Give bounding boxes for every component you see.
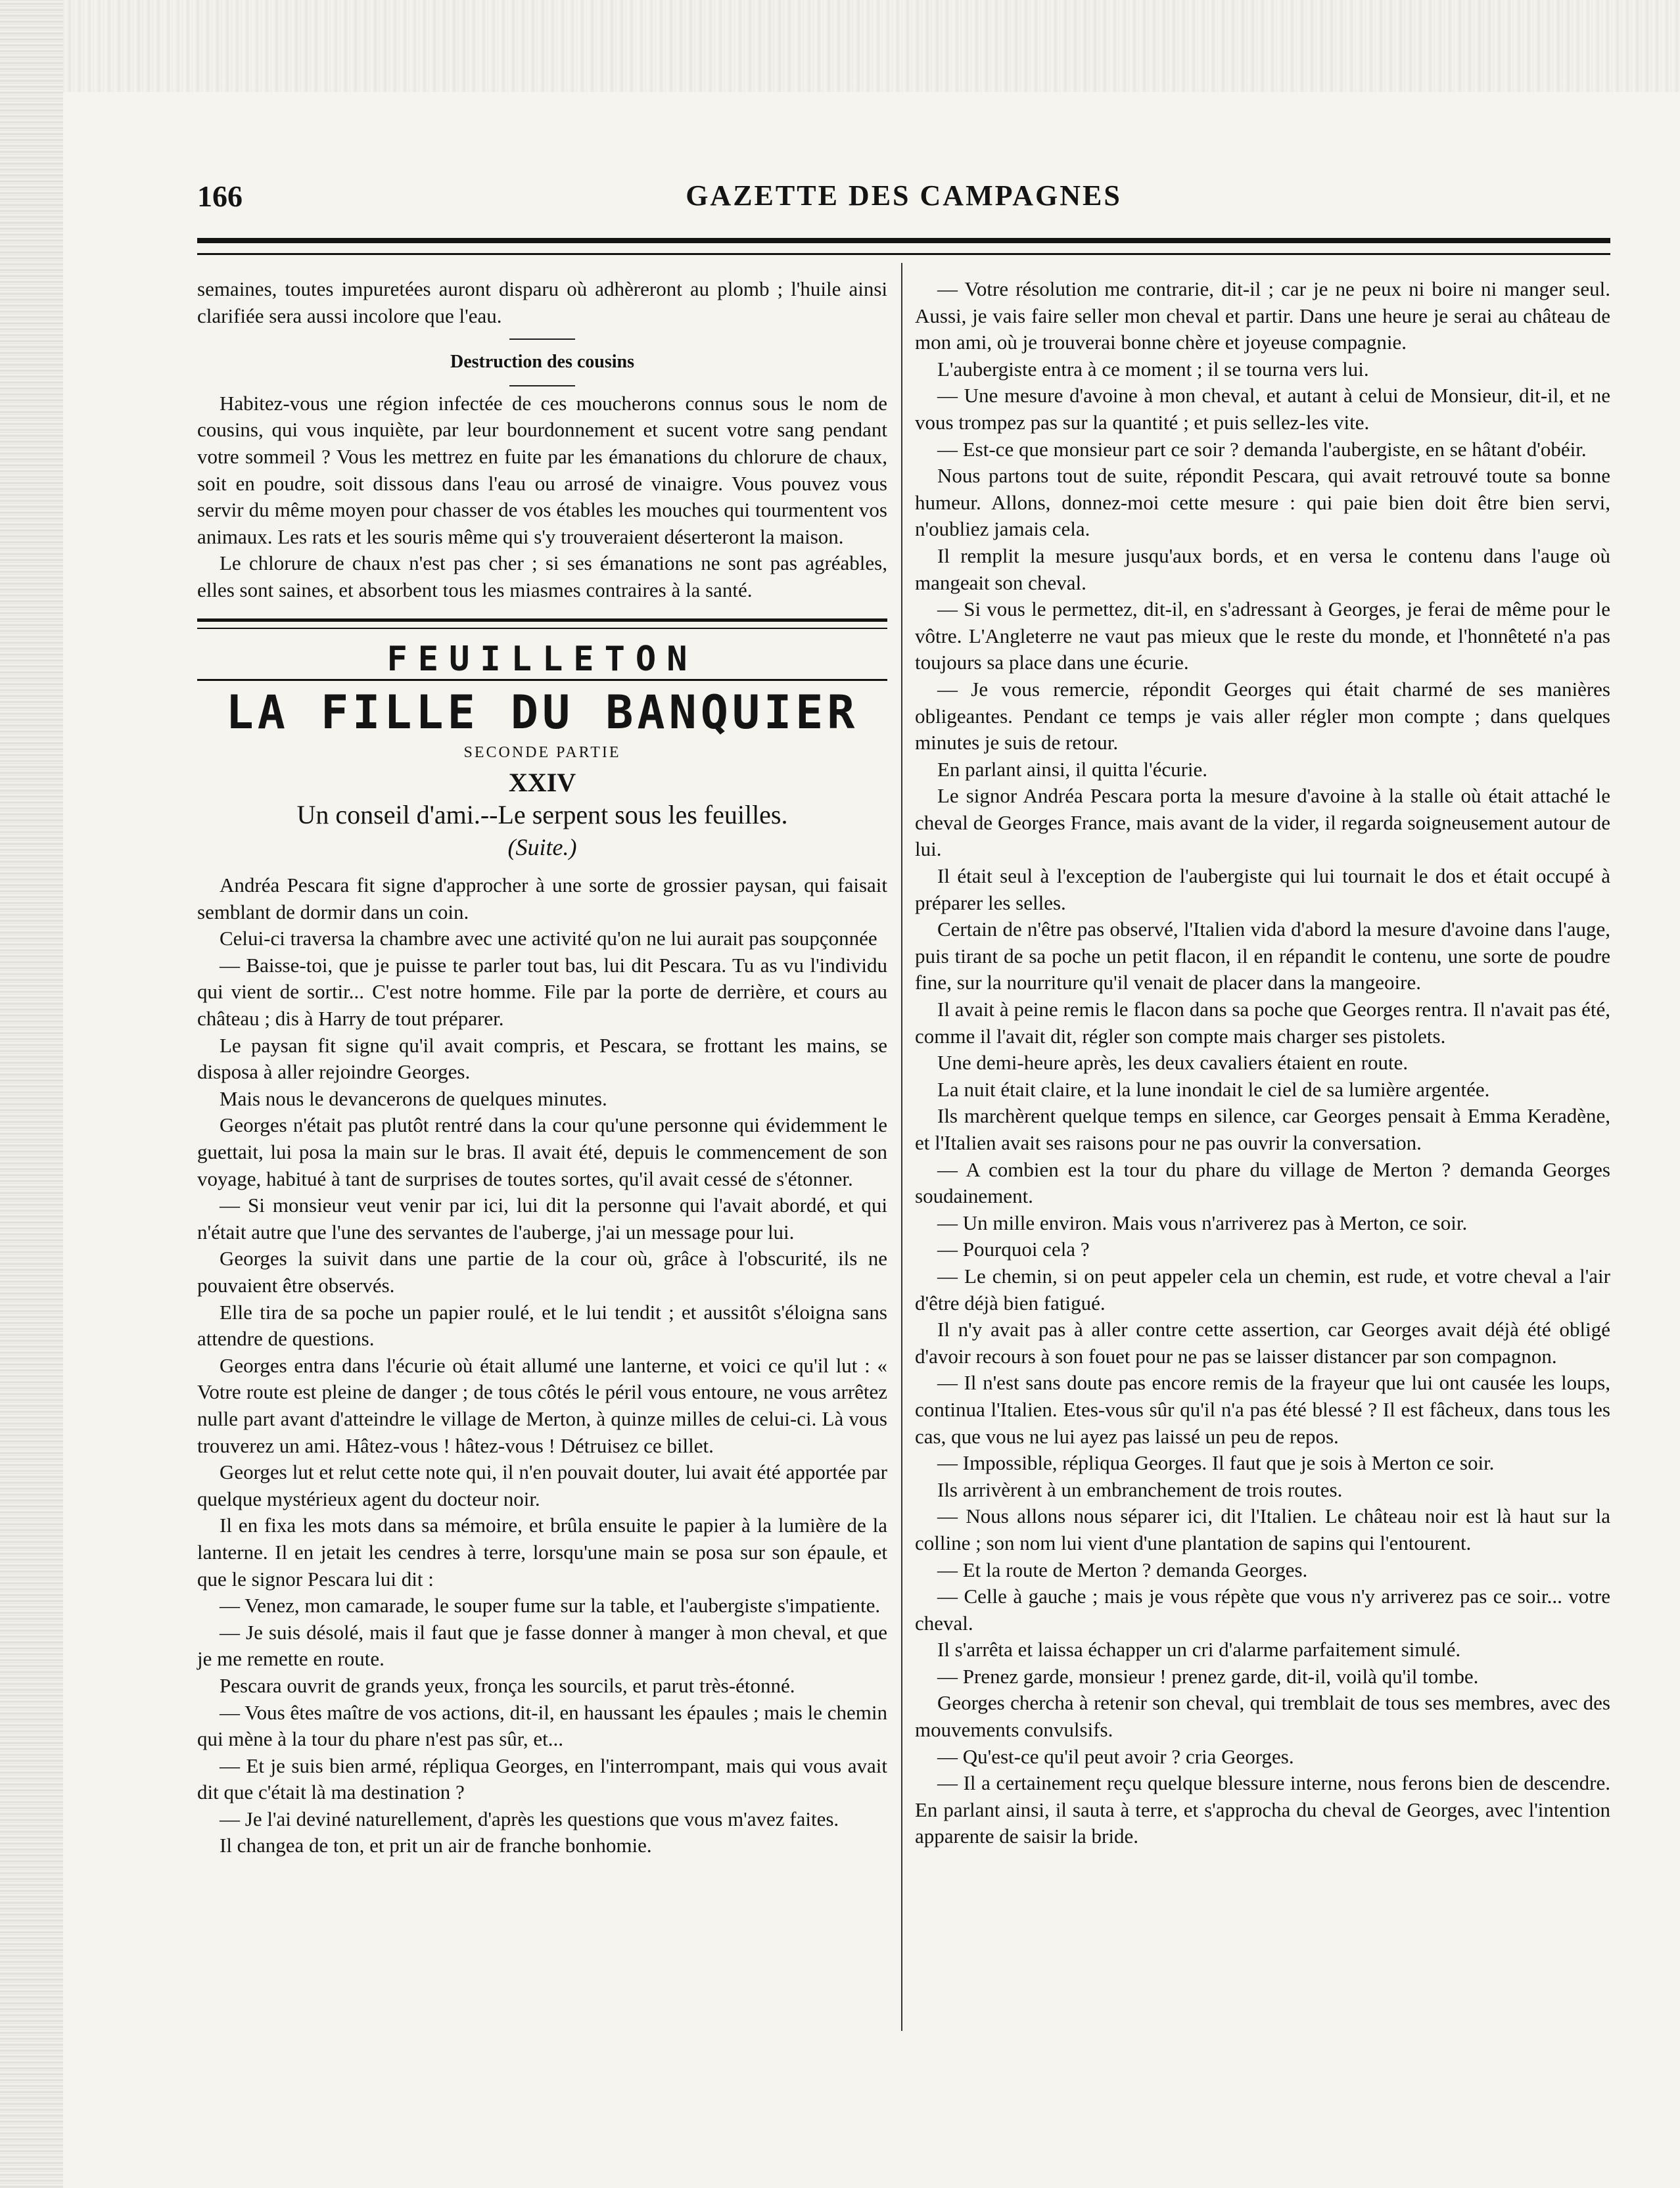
suite-label: (Suite.) — [507, 833, 577, 860]
paragraph: Ils arrivèrent à un embranchement de trois routes. — [937, 1478, 1343, 1501]
column-divider — [901, 263, 902, 2031]
paragraph: — A combien est la tour du phare du village de Merton ? demanda Georges soudainement. — [915, 1157, 1610, 1208]
paragraph: — Le chemin, si on peut appeler cela un chemin, est rude, et votre cheval a l'air d'être déjà bien fatigué. — [915, 1264, 1610, 1315]
feuilleton-bottom-rule — [197, 679, 887, 681]
story-paragraph: — Et je suis bien armé, répliqua Georges, en l'interrompant, mais qui vous avait dit que c'était là ma destination ? — [197, 1754, 887, 1804]
story-paragraph: Georges la suivit dans une partie de la cour où, grâce à l'obscurité, ils ne pouvaient être observés. — [197, 1247, 887, 1297]
running-title: GAZETTE DES CAMPAGNES — [686, 179, 1122, 212]
paragraph: — Nous allons nous séparer ici, dit l'Italien. Le château noir est là haut sur la colline ; son nom lui vient d'une plantation de sapins qui l'entourent. — [915, 1504, 1610, 1554]
chapter-title: Un conseil d'ami.--Le serpent sous les feuilles. — [296, 799, 788, 829]
story-paragraph: — Vous êtes maître de vos actions, dit-il, en haussant les épaules ; mais le chemin qui mène à la tour du phare n'est pas sûr, et... — [197, 1700, 887, 1751]
scan-edge-left — [0, 0, 63, 2188]
paragraph: — Un mille environ. Mais vous n'arriverez pas à Merton, ce soir. — [937, 1211, 1468, 1234]
section-heading: Destruction des cousins — [450, 352, 634, 373]
page-header — [197, 179, 1610, 218]
paragraph: — Il a certainement reçu quelque blessure interne, nous ferons bien de descendre. En parlant ainsi, il sauta à terre, et s'approcha du cheval de Georges, avec l'intention apparente de saisir la bride. — [915, 1771, 1610, 1848]
feuilleton-label: FEUILLETON — [386, 639, 698, 679]
paragraph: Ils marchèrent quelque temps en silence, car Georges pensait à Emma Keradène, et l'Italien avait ses raisons pour ne pas ouvrir la conversation. — [915, 1104, 1610, 1154]
story-paragraph: Pescara ouvrit de grands yeux, fronça les sourcils, et parut très-étonné. — [220, 1673, 795, 1697]
paragraph: Il s'arrêta et laissa échapper un cri d'alarme parfaitement simulé. — [937, 1638, 1461, 1662]
story-paragraph: — Je suis désolé, mais il faut que je fasse donner à manger à mon cheval, et que je me remette en route. — [197, 1620, 887, 1671]
story-paragraph: — Si monsieur veut venir par ici, lui dit la personne qui l'avait abordé, et qui n'était autre que l'une des servantes de l'auberge, j'ai un message pour lui. — [197, 1194, 887, 1244]
story-paragraph: — Baisse-toi, que je puisse te parler tout bas, lui dit Pescara. Tu as vu l'individu qui vient de sortir... C'est notre homme. File par la porte de derrière, et cours au château ; dis à Harry de tout préparer. — [197, 953, 887, 1031]
story-paragraph: Celui-ci traversa la chambre avec une activité qu'on ne lui aurait pas soupçonnée — [220, 927, 877, 950]
paragraph: La nuit était claire, et la lune inondait le ciel de sa lumière argentée. — [937, 1077, 1490, 1101]
paragraph: — Je vous remercie, répondit Georges qui était charmé de ses manières obligeantes. Pendant ce temps je vais aller régler mon compte ; dans quelques minutes je suis de retour. — [915, 677, 1610, 755]
paragraph: Il avait à peine remis le flacon dans sa poche que Georges rentra. Il n'avait pas été, comme il l'avait dit, régler son compte mais charger ses pistolets. — [915, 998, 1610, 1048]
header-rule — [197, 238, 1610, 255]
paragraph: Il n'y avait pas à aller contre cette assertion, car Georges avait déjà été obligé d'avoir recours à son fouet pour ne pas se laisser distancer par son compagnon. — [915, 1318, 1610, 1368]
story-paragraph: Le paysan fit signe qu'il avait compris, et Pescara, se frottant les mains, se disposa à aller rejoindre Georges. — [197, 1033, 887, 1084]
intro-paragraph: semaines, toutes impuretées auront disparu où adhèreront au plomb ; l'huile ainsi clarifiée sera aussi incolore que l'eau. — [197, 277, 887, 327]
story-paragraph: Georges n'était pas plutôt rentré dans la cour qu'une personne qui évidemment le guettait, lui posa la main sur le bras. Il avait été, depuis le commencement de son voyage, habitué à tant de surprises de toutes sortes, qu'il avait cessé de s'étonner. — [197, 1113, 887, 1190]
paragraph: Une demi-heure après, les deux cavaliers étaient en route. — [937, 1051, 1409, 1075]
paragraph: — Celle à gauche ; mais je vous répète que vous n'y arriverez pas ce soir... votre cheval. — [915, 1585, 1610, 1635]
story-paragraph: Il changea de ton, et prit un air de franche bonhomie. — [220, 1834, 652, 1857]
paragraph: Habitez-vous une région infectée de ces moucherons connus sous le nom de cousins, qui vous inquiète, par leur bourdonnement et sucent votre sang pendant votre sommeil ? Vous les mettrez en fuite par les émanations du chlorure de chaux, soit en poudre, soit dissous dans l'eau ou arrosé de vinaigre. Vous pouvez vous servir du même moyen pour chasser de vos étables les mouches qui tourmentent vos animaux. Les rats et les souris même qui s'y trouveraient déserteront la maison. — [197, 391, 887, 548]
paragraph: — Impossible, répliqua Georges. Il faut que je sois à Merton ce soir. — [937, 1451, 1495, 1475]
story-paragraph: Georges lut et relut cette note qui, il n'en pouvait douter, lui avait été apportée par quelque mystérieux agent du docteur noir. — [197, 1460, 887, 1510]
story-paragraph: — Je l'ai deviné naturellement, d'après les questions que vous m'avez faites. — [220, 1807, 839, 1830]
story-paragraph: Mais nous le devancerons de quelques minutes. — [220, 1086, 607, 1110]
story-paragraph: Elle tira de sa poche un papier roulé, et le lui tendit ; et aussitôt s'éloigna sans attendre de questions. — [197, 1300, 887, 1351]
paragraph: Certain de n'être pas observé, l'Italien vida d'abord la mesure d'avoine dans l'auge, puis tirant de sa poche un petit flacon, il en répandit le contenu, une sorte de poudre fine, sur la nourriture qu'il venait de placer dans la mangeoire. — [915, 918, 1610, 994]
paragraph: Il remplit la mesure jusqu'aux bords, et en versa le contenu dans l'auge où mangeait son cheval. — [915, 544, 1610, 594]
novel-title: LA FILLE DU BANQUIER — [225, 686, 859, 740]
part-label: SECONDE PARTIE — [463, 743, 621, 761]
right-column — [915, 276, 1610, 1850]
paragraph: Le signor Andréa Pescara porta la mesure d'avoine à la stalle où était attaché le cheval de Georges France, mais avant de la vider, il regarda soigneusement autour de lui. — [915, 784, 1610, 861]
story-paragraph: — Venez, mon camarade, le souper fume sur la table, et l'aubergiste s'impatiente. — [220, 1594, 881, 1618]
paragraph: Il était seul à l'exception de l'aubergiste qui lui tournait le dos et était occupé à préparer les selles. — [915, 864, 1610, 914]
short-rule — [509, 338, 575, 340]
paragraph: Nous partons tout de suite, répondit Pescara, qui avait retrouvé toute sa bonne humeur. Allons, donnez-moi cette mesure : qui paie bien doit être bien servi, n'oubliez jamais cela. — [915, 464, 1610, 541]
story-paragraph: Georges entra dans l'écurie où était allumé une lanterne, et voici ce qu'il lut : « Votre route est pleine de danger ; de tous côtés le péril vous entoure, ne vous arrêtez nulle part avant d'atteindre le village de Merton, à quinze milles de celui-ci. Là vous trouverez un ami. Hâtez-vous ! hâtez-vous ! Détruisez ce billet. — [197, 1353, 887, 1457]
chapter-number: XXIV — [508, 768, 576, 798]
left-column — [197, 276, 887, 1859]
paragraph: En parlant ainsi, il quitta l'écurie. — [937, 757, 1208, 781]
paragraph: — Prenez garde, monsieur ! prenez garde, dit-il, voilà qu'il tombe. — [937, 1664, 1479, 1688]
paragraph: — Est-ce que monsieur part ce soir ? demanda l'aubergiste, en se hâtant d'obéir. — [937, 437, 1587, 461]
paragraph: L'aubergiste entra à ce moment ; il se tourna vers lui. — [937, 357, 1369, 381]
paragraph: — Pourquoi cela ? — [937, 1238, 1090, 1261]
scan-edge-top — [63, 0, 1680, 92]
feuilleton-top-rule — [197, 618, 887, 629]
paragraph: — Si vous le permettez, dit-il, en s'adressant à Georges, je ferai de même pour le vôtre. L'Angleterre ne vaut pas mieux que le reste du monde, et l'honnêteté n'a pas toujours sa place dans une écurie. — [915, 597, 1610, 674]
paragraph: Georges chercha à retenir son cheval, qui tremblait de tous ses membres, avec des mouvements convulsifs. — [915, 1691, 1610, 1742]
paragraph: — Une mesure d'avoine à mon cheval, et autant à celui de Monsieur, dit-il, et ne vous trompez pas sur la quantité ; et puis sellez-les vite. — [915, 384, 1610, 434]
story-paragraph: Andréa Pescara fit signe d'approcher à une sorte de grossier paysan, qui faisait semblant de dormir dans un coin. — [197, 873, 887, 923]
page-number: 166 — [197, 179, 243, 213]
paragraph: — Votre résolution me contrarie, dit-il ; car je ne peux ni boire ni manger seul. Aussi, je vais faire seller mon cheval et partir. Dans une heure je serai au château de mon ami, où je trouverai bonne chère et joyeuse compagnie. — [915, 277, 1610, 354]
paragraph: — Qu'est-ce qu'il peut avoir ? cria Georges. — [937, 1744, 1294, 1768]
short-rule — [509, 385, 575, 386]
paragraph: — Et la route de Merton ? demanda Georges. — [937, 1558, 1308, 1581]
story-paragraph: Il en fixa les mots dans sa mémoire, et brûla ensuite le papier à la lumière de la lanterne. Il en jetait les cendres à terre, lorsqu'une main se posa sur son épaule, et que le signor Pescara lui dit : — [197, 1514, 887, 1591]
paragraph: Le chlorure de chaux n'est pas cher ; si ses émanations ne sont pas agréables, elles sont saines, et absorbent tous les miasmes contraires à la santé. — [197, 551, 887, 601]
paragraph: — Il n'est sans doute pas encore remis de la frayeur que lui ont causée les loups, continua l'Italien. Etes-vous sûr qu'il n'a pas été blessé ? Il est fâcheux, dans tous les cas, que vous ne lui ayez pas laissé un peu de repos. — [915, 1371, 1610, 1448]
